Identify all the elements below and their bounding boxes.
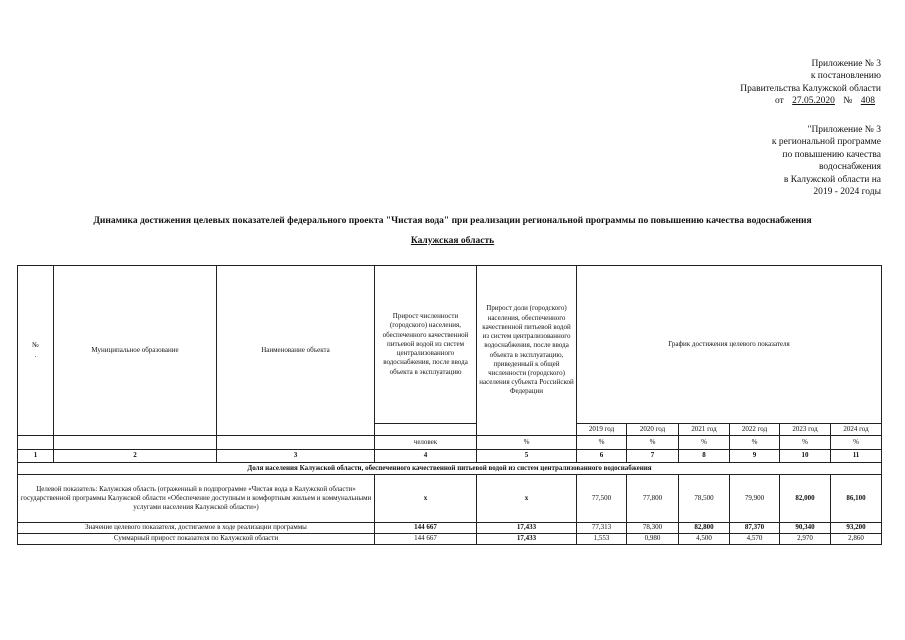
row-cell-population: 144 667 (375, 523, 477, 534)
row-year-value: 2,860 (831, 534, 882, 545)
decree-number: 408 (860, 96, 875, 107)
column-number: 11 (831, 450, 882, 463)
appendix-line: к региональной программе (771, 137, 881, 148)
section-row (18, 463, 882, 475)
row-cell-share: 17,433 (477, 534, 577, 545)
appendix-line: к постановлению (810, 71, 881, 82)
document-title: Динамика достижения целевых показателей федерального проекта "Чистая вода" при реализации региональной программы по повышению качества водоснабжения (93, 216, 812, 226)
appendix-line: Правительства Калужской области (740, 83, 881, 94)
header-object: Наименование объекта (217, 266, 375, 436)
column-number: 4 (375, 450, 477, 463)
header-year: 2021 год (679, 424, 730, 436)
appendix-line: Приложение № 3 (811, 59, 881, 69)
row-year-value: 78,500 (679, 475, 730, 523)
unit-percent: % (730, 436, 780, 450)
row-label: Целевой показатель: Калужская область (отраженный в подпрограмме «Чистая вода в Калужской области» государственной программы Калужской области «Обеспечение доступным и комфортным жильем и коммунальными услугами населения Калужской области») (18, 475, 375, 523)
row-year-value: 78,300 (627, 523, 679, 534)
row-label: Значение целевого показателя, достигаемое в ходе реализации программы (18, 523, 375, 534)
row-year-value: 0,980 (627, 534, 679, 545)
row-year-value: 2,970 (780, 534, 831, 545)
column-number: 1 (18, 450, 54, 463)
unit-cell (217, 436, 375, 450)
header-year: 2022 год (730, 424, 780, 436)
section-title: Доля населения Калужской области, обеспеченного качественной питьевой водой из систем централизованного водоснабжения (18, 463, 882, 475)
row-year-value: 4,570 (730, 534, 780, 545)
table-header-row (18, 266, 882, 424)
row-cell-share: x (477, 475, 577, 523)
date-prefix: от (775, 96, 784, 107)
column-number: 3 (217, 450, 375, 463)
header-year: 2020 год (627, 424, 679, 436)
header-year: 2024 год (831, 424, 882, 436)
column-number: 10 (780, 450, 831, 463)
table-row (18, 475, 882, 523)
unit-percent: % (679, 436, 730, 450)
row-year-value: 77,500 (577, 475, 627, 523)
table-row (18, 534, 882, 545)
unit-percent: % (577, 436, 627, 450)
row-year-value: 93,200 (831, 523, 882, 534)
appendix-header (740, 58, 881, 108)
column-number: 9 (730, 450, 780, 463)
column-number: 5 (477, 450, 577, 463)
column-number: 7 (627, 450, 679, 463)
table-units-row (18, 436, 882, 450)
row-year-value: 87,370 (730, 523, 780, 534)
unit-people: человек (375, 436, 477, 450)
unit-percent: % (477, 436, 577, 450)
row-year-value: 90,340 (780, 523, 831, 534)
unit-percent: % (780, 436, 831, 450)
row-year-value: 79,900 (730, 475, 780, 523)
row-cell-share: 17,433 (477, 523, 577, 534)
column-number: 6 (577, 450, 627, 463)
unit-percent: % (831, 436, 882, 450)
row-year-value: 4,500 (679, 534, 730, 545)
header-num (18, 266, 54, 436)
appendix-line: по повышению качества (782, 149, 881, 160)
header-num-dot: . (34, 350, 37, 359)
row-year-value: 82,800 (679, 523, 730, 534)
column-number: 2 (54, 450, 217, 463)
appendix-line: "Приложение № 3 (807, 125, 881, 135)
unit-cell (18, 436, 54, 450)
column-number-row (18, 450, 882, 463)
header-num-label: № (32, 341, 39, 350)
appendix-line: водоснабжения (818, 162, 881, 173)
header-year: 2023 год (780, 424, 831, 436)
row-year-value: 77,800 (627, 475, 679, 523)
decree-date: 27.05.2020 (792, 96, 835, 107)
header-year: 2019 год (577, 424, 627, 436)
program-appendix-header (772, 124, 881, 198)
indicator-table (17, 265, 882, 545)
row-label: Суммарный прирост показателя по Калужской области (18, 534, 375, 545)
unit-cell (54, 436, 217, 450)
document-subtitle: Калужская область (410, 236, 495, 246)
table-row (18, 523, 882, 534)
appendix-line: в Калужской области на (783, 174, 881, 185)
row-year-value: 82,000 (780, 475, 831, 523)
row-cell-population: 144 667 (375, 534, 477, 545)
unit-percent: % (627, 436, 679, 450)
column-number: 8 (679, 450, 730, 463)
header-share-growth: Прирост доли (городского) населения, обеспеченного качественной питьевой водой из систем централизованного водоснабжения, после ввода объекта в эксплуатацию, приведенный к общей численности (городского) населения субъекта Российской Федерации (477, 266, 577, 436)
header-empty-cell (375, 424, 477, 436)
number-prefix: № (843, 96, 853, 107)
row-year-value: 1,553 (577, 534, 627, 545)
appendix-date-line (740, 95, 881, 107)
row-year-value: 77,313 (577, 523, 627, 534)
header-municipality: Муниципальное образование (54, 266, 217, 436)
appendix-line: 2019 - 2024 годы (813, 187, 881, 198)
header-schedule: График достижения целевого показателя (577, 266, 882, 424)
row-cell-population: x (375, 475, 477, 523)
header-population-growth: Прирост численности (городского) населения, обеспеченного качественной питьевой водой из систем централизованного водоснабжения, после ввода объекта в эксплуатацию (375, 266, 477, 424)
row-year-value: 86,100 (831, 475, 882, 523)
